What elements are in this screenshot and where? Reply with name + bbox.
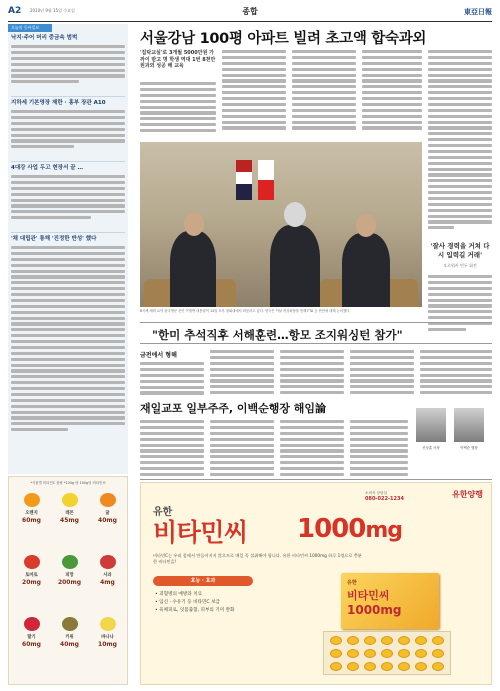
pill-icon: [347, 662, 359, 671]
pill-icon: [330, 636, 342, 645]
pill-icon: [364, 649, 376, 658]
sidebar-item-text: [11, 246, 125, 446]
fruit-amount: 60mg: [22, 641, 41, 648]
article-text: [210, 350, 274, 396]
fruit-cell: [51, 553, 88, 601]
news-photo: [140, 142, 422, 307]
article-text: [420, 350, 492, 396]
masthead: [8, 6, 492, 20]
sidebar-tag: 오늘의 동아일보: [8, 24, 52, 32]
fruit-name: 바나나: [101, 635, 114, 640]
effect-item: • 육체피로, 잇몸출혈, 피부의 기미 완화: [155, 608, 235, 613]
fruit-name: 피망: [65, 573, 74, 578]
fruit-amount: 4mg: [100, 579, 115, 586]
vitamin-c-ad[interactable]: [140, 482, 492, 685]
pill-icon: [398, 636, 410, 645]
fruit-amount: 20mg: [22, 579, 41, 586]
sidebar-item[interactable]: [8, 162, 128, 229]
main-headline[interactable]: 서울강남 100평 아파트 빌려 초고액 합숙과외: [140, 31, 427, 47]
article-text: [140, 420, 204, 478]
subheadline: "한미 추석직후 서해훈련…항모 조지워싱턴 참가": [152, 328, 403, 342]
effect-list: [155, 591, 235, 615]
article-text: [280, 350, 344, 396]
sidebar-item-title: '채 대립관' 통해 '진정한 반성' 했다: [11, 236, 97, 242]
fruit-name: 토마토: [25, 573, 38, 578]
person: [270, 225, 320, 307]
page-number: A2: [8, 6, 22, 16]
sidebar-item-title: 낙지·주어 머리 중금속 범벅: [11, 35, 78, 41]
effect-label: 효능 · 효과: [153, 576, 253, 586]
sidebar-item[interactable]: [8, 97, 128, 158]
article-text: [280, 420, 344, 478]
headline-lead: '집탁교실'로 3개월 5000만원 가까이 받고 명 학생 역대 1번 8천만원과외 성공 해 교육: [140, 50, 216, 69]
newspaper-logo: 東亞日報: [464, 7, 492, 16]
fruit-amount: 45mg: [60, 517, 79, 524]
pill-icon: [381, 636, 393, 645]
fruit-icon: [62, 493, 78, 507]
fruit-amount: 40mg: [98, 517, 117, 524]
ad-divider: [140, 479, 492, 480]
sidebar-item-text: [11, 175, 125, 229]
fruit-icon: [62, 617, 78, 631]
person-head: [356, 214, 376, 237]
fruit-amount: 10mg: [98, 641, 117, 648]
article-text: [222, 50, 286, 138]
fruit-icon: [100, 493, 116, 507]
pill-icon: [432, 636, 444, 645]
pill-icon: [432, 662, 444, 671]
article-text: [140, 362, 204, 396]
person: [170, 231, 216, 307]
sidebar-item[interactable]: [8, 32, 128, 93]
interview-byline: 오로워카 빈두 회견: [443, 263, 477, 268]
person-head: [184, 212, 204, 236]
sidebar-item-title: 4대강 사업 두고 현장서 끝 …: [11, 165, 84, 171]
fruit-name: 레몬: [65, 511, 74, 516]
effect-item: • 괴혈병의 예방과 치료: [155, 592, 203, 597]
pill-icon: [364, 636, 376, 645]
pill-icon: [415, 649, 427, 658]
ad-copy: 비타민C는 우리 몸에서 만들어지지 않으므로 매일 꼭 섭취해야 합니다. 유한 비타민씨 1000mg 하루 1정으로 충분한 비타민을!: [153, 553, 362, 564]
subheadline-2[interactable]: 재일교포 일부주주, 이백순행장 해임論: [140, 402, 327, 415]
brand-logo: 유한양행: [452, 490, 483, 499]
sidebar-item-text: [11, 45, 125, 93]
ad-contact: 소비자 상담실 080-022-1234: [365, 491, 404, 502]
fruit-cell: [89, 553, 126, 601]
pill-icon: [415, 636, 427, 645]
fruit-amount: 60mg: [22, 517, 41, 524]
pill-icon: [347, 636, 359, 645]
pill-icon: [364, 662, 376, 671]
fruit-icon: [62, 555, 78, 569]
interview-quote: '잘사 경력을 거쳐 다시 입력길 거래': [430, 242, 490, 259]
pill-icon: [330, 662, 342, 671]
sidebar-item-text: [11, 110, 125, 158]
fruit-cell: [13, 553, 50, 601]
fruit-cell: [13, 491, 50, 539]
flag: [236, 160, 252, 200]
masthead-rule: [8, 21, 492, 22]
today-sidebar: [8, 24, 128, 474]
effect-item: • 임신 · 수유기 등 비타민C 보급: [155, 600, 220, 605]
ad-brand-small: 유한: [153, 507, 173, 518]
fruit-name: 오렌지: [25, 511, 38, 516]
portrait-name: 이백순 행장: [460, 446, 478, 450]
issue-date: 2010년 9월 15일 수요일: [30, 8, 75, 13]
pill-icon: [330, 649, 342, 658]
portrait-photo: [454, 408, 484, 442]
person: [342, 233, 390, 307]
pill-icon: [347, 649, 359, 658]
fruit-cell: [89, 491, 126, 539]
article-text: [428, 50, 492, 238]
pill-blister: [323, 631, 451, 675]
photo-caption: 8곡세 세력 요약 한국방문 중인 이명박 대통령이 14일 오후 청와대에서 회동하고 있다. 양국은 이날 정상회담을 통해 FTA 등 현안에 대해 논의했다.: [140, 309, 351, 313]
sidebar-item-title: 지하세 기본영장 제한 · 홍부 장관 A10: [11, 100, 106, 106]
column-title[interactable]: 금전에서 형해: [140, 352, 177, 359]
portrait-group: [412, 408, 490, 456]
ad-product-name: 비타민씨: [153, 518, 248, 547]
article-text: [350, 350, 414, 396]
fruit-amount: 200mg: [57, 579, 82, 586]
fruit-name: 귤: [105, 511, 110, 516]
article-text: [210, 420, 274, 478]
article-text: [292, 50, 356, 138]
ad-dose: 1000mg: [297, 514, 403, 544]
portrait-photo: [416, 408, 446, 442]
fruit-name: 딸기: [27, 635, 36, 640]
pill-icon: [381, 649, 393, 658]
pill-icon: [398, 662, 410, 671]
fruit-cell: [13, 615, 50, 663]
product-box: 유한 비타민씨 1000mg: [341, 573, 439, 629]
ad-heading: *식품별 비타민C 함량 *100g 당 100g당 비타민씨: [30, 481, 106, 485]
fruit-cell: [51, 615, 88, 663]
subheadline-bar[interactable]: [140, 322, 492, 344]
portrait-name: 신상훈 사장: [422, 446, 440, 450]
fruit-amount: 40mg: [60, 641, 79, 648]
fruit-icon: [100, 617, 116, 631]
fruit-name: 사과: [103, 573, 112, 578]
flag: [258, 160, 274, 200]
article-text: [140, 82, 216, 138]
pill-icon: [398, 649, 410, 658]
person-head: [284, 202, 306, 227]
fruit-icon: [24, 493, 40, 507]
fruit-icon: [24, 617, 40, 631]
pill-icon: [381, 662, 393, 671]
fruit-name: 키위: [65, 635, 74, 640]
article-text: [350, 420, 408, 478]
sidebar-item[interactable]: [8, 233, 128, 446]
fruit-cell: [51, 491, 88, 539]
pill-icon: [432, 649, 444, 658]
article-text: [362, 50, 422, 138]
fruit-icon: [100, 555, 116, 569]
fruit-icon: [24, 555, 40, 569]
pill-icon: [415, 662, 427, 671]
section-title: 종합: [242, 7, 258, 16]
vitamin-content-ad[interactable]: [8, 476, 128, 685]
fruit-cell: [89, 615, 126, 663]
